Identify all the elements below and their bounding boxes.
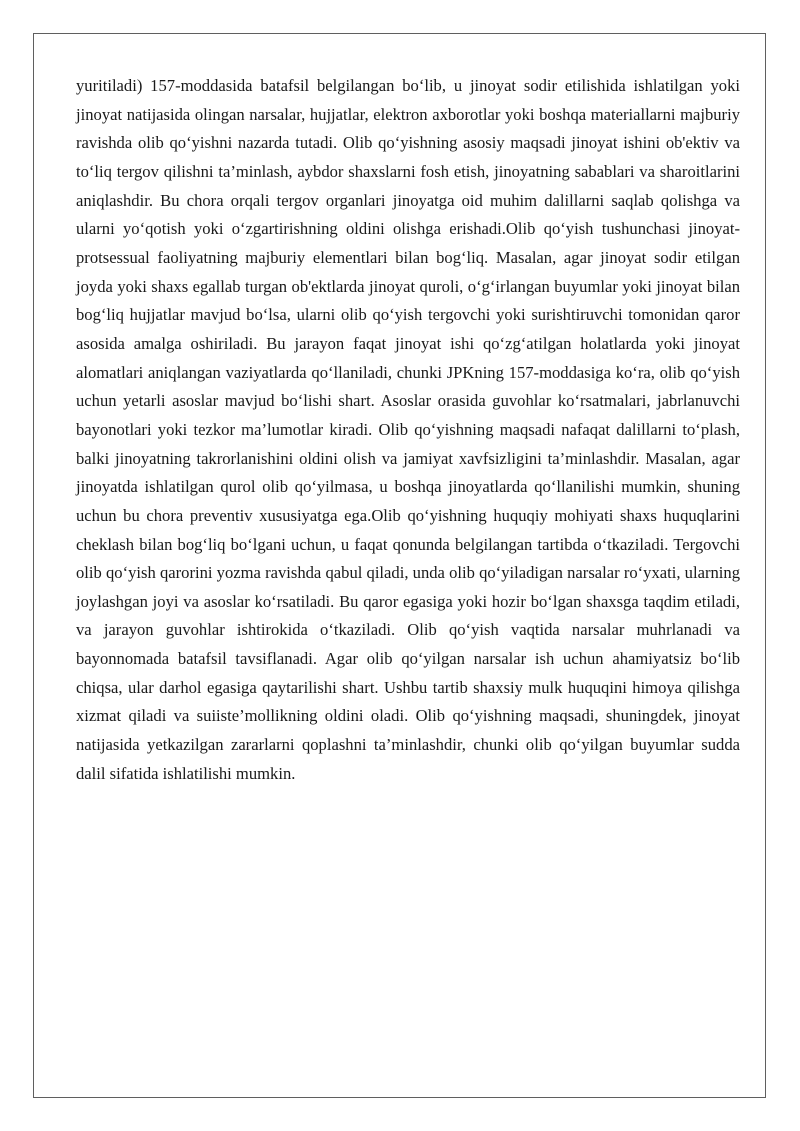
body-paragraph: yuritiladi) 157-moddasida batafsil belgilangan bo‘lib, u jinoyat sodir etilishida ishlatilgan yoki jinoyat natijasida olingan narsalar, hujjatlar, elektron axborotlar yoki boshqa materiallarni majburiy ravishda olib qo‘yishni nazarda tutadi. Olib qo‘yishning asosiy maqsadi jinoyat ishini ob'ektiv va to‘liq tergov qilishni ta’minlash, aybdor shaxslarni fosh etish, jinoyatning sabablari va sharoitlarini aniqlashdir. Bu chora orqali tergov organlari jinoyatga oid muhim dalillarni saqlab qolishga va ularni yo‘qotish yoki o‘zgartirishning oldini olishga erishadi.Olib qo‘yish tushunchasi jinoyat-protsessual faoliyatning majburiy elementlari bilan bog‘liq. Masalan, agar jinoyat sodir etilgan joyda yoki shaxs egallab turgan ob'ektlarda jinoyat quroli, o‘g‘irlangan buyumlar yoki jinoyat bilan bog‘liq hujjatlar mavjud bo‘lsa, ularni olib qo‘yish tergovchi yoki surishtiruvchi tomonidan qaror asosida amalga oshiriladi. Bu jarayon faqat jinoyat ishi qo‘zg‘atilgan holatlarda yoki jinoyat alomatlari aniqlangan vaziyatlarda qo‘llaniladi, chunki JPKning 157-moddasiga ko‘ra, olib qo‘yish uchun yetarli asoslar mavjud bo‘lishi shart. Asoslar orasida guvohlar ko‘rsatmalari, jabrlanuvchi bayonotlari yoki tezkor ma’lumotlar kiradi. Olib qo‘yishning maqsadi nafaqat dalillarni to‘plash, balki jinoyatning takrorlanishini oldini olish va jamiyat xavfsizligini ta’minlashdir. Masalan, agar jinoyatda ishlatilgan qurol olib qo‘yilmasa, u boshqa jinoyatlarda qo‘llanilishi mumkin, shuning uchun bu chora preventiv xususiyatga ega.Olib qo‘yishning huquqiy mohiyati shaxs huquqlarini cheklash bilan bog‘liq bo‘lgani uchun, u faqat qonunda belgilangan tartibda o‘tkaziladi. Tergovchi olib qo‘yish qarorini yozma ravishda qabul qiladi, unda olib qo‘yiladigan narsalar ro‘yxati, ularning joylashgan joyi va asoslar ko‘rsatiladi. Bu qaror egasiga yoki hozir bo‘lgan shaxsga taqdim etiladi, va jarayon guvohlar ishtirokida o‘tkaziladi. Olib qo‘yish vaqtida narsalar muhrlanadi va bayonnomada batafsil tavsiflanadi. Agar olib qo‘yilgan narsalar ish uchun ahamiyatsiz bo‘lib chiqsa, ular darhol egasiga qaytarilishi shart. Ushbu tartib shaxsiy mulk huquqini himoya qilishga xizmat qiladi va suiiste’mollikning oldini oladi. Olib qo‘yishning maqsadi, shuningdek, jinoyat natijasida yetkazilgan zararlarni qoplashni ta’minlashdir, chunki olib qo‘yilgan buyumlar sudda dalil sifatida ishlatilishi mumkin. [76, 76, 740, 783]
